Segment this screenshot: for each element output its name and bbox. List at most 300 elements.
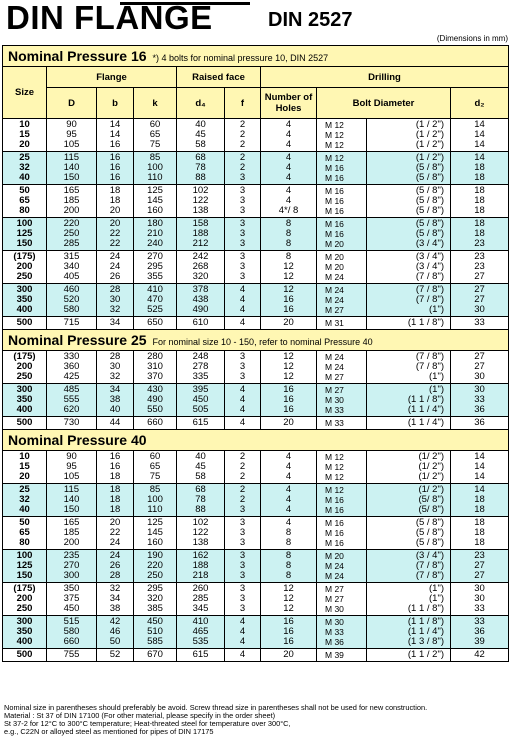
table-cell <box>3 583 47 616</box>
cell-value: 620 <box>63 404 80 415</box>
cell-value: 125 <box>16 560 33 571</box>
cell-value: (5 / 8") <box>415 205 444 216</box>
cell-value: 8 <box>285 527 292 538</box>
cell-value: 14 <box>474 461 485 472</box>
table-cell <box>134 550 177 583</box>
table-cell <box>47 351 97 384</box>
cell-value: M 16 <box>325 229 344 239</box>
section-title: Nominal Pressure 25 <box>8 332 147 348</box>
cell-value: 24 <box>109 537 121 548</box>
cell-value: 660 <box>63 636 80 647</box>
table-cell <box>177 152 225 185</box>
cell-value: 18 <box>474 205 485 216</box>
cell-value: 150 <box>63 504 80 515</box>
cell-value: M 12 <box>325 472 344 482</box>
table-cell <box>317 616 367 649</box>
table-cell <box>451 152 509 185</box>
cell-value: 16 <box>283 626 294 637</box>
title-bar <box>0 0 514 46</box>
cell-value: M 27 <box>325 372 344 382</box>
cell-value: 140 <box>63 494 80 505</box>
table-cell <box>177 583 225 616</box>
flange-table <box>2 45 509 662</box>
cell-value: M 12 <box>325 462 344 472</box>
table-cell <box>47 517 97 550</box>
cell-value: (5 / 8") <box>415 185 444 196</box>
cell-value: (3 / 4") <box>415 238 444 249</box>
cell-value: (175) <box>13 351 36 362</box>
table-cell <box>367 317 451 330</box>
cell-value: 3 <box>239 261 246 272</box>
table-cell <box>134 351 177 384</box>
cell-value: 190 <box>147 550 163 561</box>
table-cell <box>451 583 509 616</box>
cell-value: 75 <box>149 139 161 150</box>
cell-value: 8 <box>285 238 292 249</box>
cell-value: 14 <box>474 119 485 130</box>
row-group <box>3 550 509 583</box>
col-bolt-header: Bolt Diameter <box>317 88 451 119</box>
cell-value: 360 <box>63 361 80 372</box>
cell-value: 250 <box>16 271 33 282</box>
cell-value: 188 <box>192 228 209 239</box>
cell-value: 52 <box>109 649 121 660</box>
cell-value: 515 <box>63 616 80 627</box>
cell-value: 410 <box>147 284 163 295</box>
cell-value: 40 <box>195 451 206 462</box>
cell-value: 30 <box>109 361 121 372</box>
cell-value: (1 / 2") <box>415 152 444 163</box>
row-group <box>3 351 509 384</box>
cell-value: 50 <box>109 636 121 647</box>
cell-value: 410 <box>192 616 209 627</box>
cell-value: 3 <box>239 351 246 362</box>
cell-value: 34 <box>109 384 121 395</box>
table-cell <box>225 417 261 430</box>
cell-value: M 16 <box>325 196 344 206</box>
table-cell <box>177 451 225 484</box>
cell-value: M 16 <box>325 538 344 548</box>
cell-value: 36 <box>474 626 485 637</box>
cell-value: 335 <box>192 371 209 382</box>
table-cell <box>97 517 134 550</box>
cell-value: 4 <box>285 451 292 462</box>
cell-value: 500 <box>16 417 33 428</box>
row-group <box>3 583 509 616</box>
cell-value: 14 <box>474 451 485 462</box>
row-group <box>3 185 509 218</box>
cell-value: 100 <box>147 494 163 505</box>
section-header-row <box>3 46 509 67</box>
cell-value: 3 <box>239 550 246 561</box>
table-cell <box>261 484 317 517</box>
table-cell <box>97 152 134 185</box>
table-cell <box>47 218 97 251</box>
cell-value: 58 <box>195 471 206 482</box>
cell-value: 250 <box>16 603 33 614</box>
cell-value: 105 <box>63 139 80 150</box>
table-cell <box>367 517 451 550</box>
table-cell <box>177 550 225 583</box>
cell-value: 88 <box>195 504 206 515</box>
table-cell <box>367 484 451 517</box>
table-cell <box>451 251 509 284</box>
cell-value: M 20 <box>325 239 344 249</box>
cell-value: 40 <box>19 172 30 183</box>
cell-value: 16 <box>109 139 121 150</box>
cell-value: 68 <box>195 484 206 495</box>
table-cell <box>3 251 47 284</box>
table-cell <box>3 517 47 550</box>
table-cell <box>47 384 97 417</box>
table-cell <box>134 417 177 430</box>
cell-value: 4 <box>239 294 246 305</box>
cell-value: 16 <box>109 172 121 183</box>
table-cell <box>367 451 451 484</box>
cell-value: 90 <box>66 451 77 462</box>
table-cell <box>134 616 177 649</box>
cell-value: 3 <box>239 560 246 571</box>
cell-value: 4 <box>285 517 292 528</box>
cell-value: (1 1 / 8") <box>407 616 444 627</box>
cell-value: 25 <box>19 484 30 495</box>
cell-value: 12 <box>283 371 294 382</box>
section-header-row <box>3 430 509 451</box>
cell-value: 27 <box>474 570 485 581</box>
cell-value: M 20 <box>325 262 344 272</box>
cell-value: 90 <box>66 119 77 130</box>
cell-value: 145 <box>147 527 163 538</box>
table-cell <box>47 119 97 152</box>
cell-value: 16 <box>283 616 294 627</box>
footnote-line: St 37-2 for 12°C to 300°C temperature; Heat-threated steel for temperature over 300°C, <box>4 719 291 728</box>
cell-value: 395 <box>192 384 209 395</box>
cell-value: 555 <box>63 394 80 405</box>
table-cell <box>134 384 177 417</box>
cell-value: 20 <box>283 649 294 660</box>
cell-value: 350 <box>16 394 33 405</box>
table-cell <box>367 583 451 616</box>
cell-value: 18 <box>474 195 485 206</box>
table-cell <box>367 218 451 251</box>
cell-value: (1 1 / 8") <box>407 394 444 405</box>
row-group <box>3 649 509 662</box>
cell-value: (7 / 8") <box>415 351 444 362</box>
cell-value: (3 / 4") <box>415 261 444 272</box>
cell-value: 4 <box>239 649 246 660</box>
cell-value: 4 <box>239 636 246 647</box>
cell-value: 30 <box>474 371 485 382</box>
cell-value: 125 <box>16 228 33 239</box>
cell-value: (7 / 8") <box>415 284 444 295</box>
table-cell <box>451 384 509 417</box>
table-cell <box>367 119 451 152</box>
cell-value: 14 <box>474 484 485 495</box>
cell-value: 16 <box>283 636 294 647</box>
cell-value: (7 / 8") <box>415 560 444 571</box>
col-raised-face-header: Raised face <box>177 67 261 88</box>
cell-value: M 16 <box>325 173 344 183</box>
cell-value: 3 <box>239 238 246 249</box>
table-cell <box>225 451 261 484</box>
cell-value: 125 <box>147 517 163 528</box>
cell-value: 4 <box>285 461 292 472</box>
cell-value: (7 / 8") <box>415 361 444 372</box>
cell-value: 20 <box>109 218 121 229</box>
col-b-header: b <box>97 88 134 119</box>
cell-value: M 12 <box>325 120 344 130</box>
cell-value: 80 <box>19 205 30 216</box>
cell-value: 12 <box>283 583 294 594</box>
table-cell <box>317 152 367 185</box>
cell-value: 242 <box>192 251 209 262</box>
cell-value: 345 <box>192 603 209 614</box>
cell-value: 28 <box>109 284 121 295</box>
cell-value: 145 <box>147 195 163 206</box>
cell-value: 3 <box>239 218 246 229</box>
table-cell <box>261 649 317 662</box>
cell-value: 12 <box>283 351 294 362</box>
cell-value: 28 <box>109 351 121 362</box>
cell-value: 450 <box>63 603 80 614</box>
table-cell <box>261 284 317 317</box>
cell-value: 4 <box>239 304 246 315</box>
cell-value: 16 <box>109 152 121 163</box>
table-cell <box>47 616 97 649</box>
cell-value: 27 <box>474 560 485 571</box>
cell-value: 2 <box>239 471 246 482</box>
cell-value: 45 <box>195 129 206 140</box>
cell-value: (1") <box>429 304 444 315</box>
cell-value: 240 <box>147 238 163 249</box>
section-title: Nominal Pressure 40 <box>8 432 147 448</box>
cell-value: (5/ 8") <box>418 494 444 505</box>
table-cell <box>3 119 47 152</box>
table-cell <box>367 384 451 417</box>
cell-value: 102 <box>192 185 209 196</box>
cell-value: 285 <box>63 238 80 249</box>
cell-value: 26 <box>109 271 121 282</box>
cell-value: 385 <box>147 603 163 614</box>
cell-value: 16 <box>283 404 294 415</box>
cell-value: 4 <box>239 317 246 328</box>
table-cell <box>134 517 177 550</box>
cell-value: (5 / 8") <box>415 517 444 528</box>
cell-value: 50 <box>19 185 30 196</box>
cell-value: 2 <box>239 484 246 495</box>
cell-value: 610 <box>192 317 209 328</box>
cell-value: 525 <box>147 304 163 315</box>
cell-value: 46 <box>109 626 121 637</box>
cell-value: 16 <box>283 294 294 305</box>
cell-value: (7 / 8") <box>415 271 444 282</box>
row-group <box>3 384 509 417</box>
cell-value: M 31 <box>325 318 344 328</box>
cell-value: 18 <box>109 185 121 196</box>
cell-value: 78 <box>195 494 206 505</box>
cell-value: M 16 <box>325 163 344 173</box>
table-cell <box>177 251 225 284</box>
cell-value: 300 <box>16 284 33 295</box>
cell-value: 18 <box>474 162 485 173</box>
table-cell <box>47 317 97 330</box>
table-cell <box>97 417 134 430</box>
table-cell <box>3 152 47 185</box>
table-cell <box>317 484 367 517</box>
cell-value: 200 <box>63 205 80 216</box>
cell-value: 15 <box>19 461 30 472</box>
cell-value: 340 <box>63 261 80 272</box>
cell-value: 8 <box>285 560 292 571</box>
cell-value: M 24 <box>325 295 344 305</box>
table-cell <box>177 417 225 430</box>
cell-value: 78 <box>195 162 206 173</box>
dimensions-note: (Dimensions in mm) <box>436 34 508 43</box>
cell-value: 115 <box>63 484 80 495</box>
cell-value: 105 <box>63 471 80 482</box>
cell-value: 355 <box>147 271 163 282</box>
cell-value: 320 <box>192 271 209 282</box>
cell-value: 28 <box>109 570 121 581</box>
cell-value: 400 <box>16 636 33 647</box>
table-cell <box>225 185 261 218</box>
cell-value: 27 <box>474 294 485 305</box>
cell-value: 140 <box>63 162 80 173</box>
cell-value: 32 <box>109 583 121 594</box>
cell-value: 27 <box>474 361 485 372</box>
cell-value: 58 <box>195 139 206 150</box>
table-cell <box>225 251 261 284</box>
cell-value: 405 <box>63 271 80 282</box>
cell-value: 330 <box>63 351 80 362</box>
table-cell <box>134 451 177 484</box>
cell-value: 18 <box>474 172 485 183</box>
cell-value: 4 <box>285 195 292 206</box>
cell-value: 3 <box>239 537 246 548</box>
cell-value: (1 3 / 8") <box>407 636 444 647</box>
table-cell <box>97 218 134 251</box>
page-subtitle: DIN 2527 <box>268 9 353 31</box>
table-cell <box>177 218 225 251</box>
table-cell <box>451 484 509 517</box>
cell-value: 138 <box>192 537 209 548</box>
cell-value: 268 <box>192 261 209 272</box>
cell-value: 430 <box>147 384 163 395</box>
table-cell <box>47 284 97 317</box>
cell-value: 465 <box>192 626 209 637</box>
cell-value: 2 <box>239 152 246 163</box>
cell-value: 8 <box>285 537 292 548</box>
cell-value: 16 <box>283 394 294 405</box>
cell-value: 295 <box>147 583 163 594</box>
cell-value: 18 <box>109 484 121 495</box>
cell-value: 39 <box>474 636 485 647</box>
cell-value: 4 <box>285 172 292 183</box>
cell-value: 200 <box>16 593 33 604</box>
cell-value: 4 <box>239 626 246 637</box>
cell-value: 8 <box>285 228 292 239</box>
cell-value: M 24 <box>325 362 344 372</box>
cell-value: 75 <box>149 471 161 482</box>
cell-value: 3 <box>239 583 246 594</box>
table-cell <box>317 417 367 430</box>
cell-value: 4 <box>239 616 246 627</box>
cell-value: 2 <box>239 494 246 505</box>
cell-value: 23 <box>474 251 485 262</box>
cell-value: M 30 <box>325 395 344 405</box>
cell-value: 12 <box>283 271 294 282</box>
cell-value: 400 <box>16 304 33 315</box>
cell-value: 14 <box>474 139 485 150</box>
cell-value: 580 <box>63 304 80 315</box>
cell-value: 500 <box>16 649 33 660</box>
table-cell <box>177 119 225 152</box>
cell-value: 285 <box>192 593 209 604</box>
table-cell <box>367 152 451 185</box>
cell-value: (1 1 / 4") <box>407 626 444 637</box>
col-d4-header: d₄ <box>177 88 225 119</box>
cell-value: 160 <box>147 205 163 216</box>
table-cell <box>261 417 317 430</box>
cell-value: 27 <box>474 284 485 295</box>
cell-value: 650 <box>147 317 163 328</box>
cell-value: (7 / 8") <box>415 294 444 305</box>
cell-value: M 27 <box>325 584 344 594</box>
cell-value: M 12 <box>325 140 344 150</box>
col-d2-header: d₂ <box>451 88 509 119</box>
cell-value: 220 <box>147 560 163 571</box>
page-title: DIN FLANGE <box>6 0 213 36</box>
section-header-row <box>3 330 509 351</box>
row-group <box>3 517 509 550</box>
cell-value: (1") <box>429 583 444 594</box>
table-cell <box>317 251 367 284</box>
cell-value: 4 <box>285 484 292 495</box>
table-cell <box>3 550 47 583</box>
table-cell <box>261 517 317 550</box>
table-cell <box>451 317 509 330</box>
table-cell <box>177 284 225 317</box>
table-cell <box>261 351 317 384</box>
row-group <box>3 317 509 330</box>
cell-value: 20 <box>109 517 121 528</box>
table-cell <box>225 517 261 550</box>
table-cell <box>3 218 47 251</box>
cell-value: 18 <box>474 185 485 196</box>
table-cell <box>367 351 451 384</box>
table-cell <box>367 417 451 430</box>
cell-value: 4 <box>239 284 246 295</box>
cell-value: 615 <box>192 649 209 660</box>
cell-value: (3 / 4") <box>415 550 444 561</box>
table-cell <box>451 218 509 251</box>
cell-value: (1/ 2") <box>418 461 444 472</box>
cell-value: 160 <box>147 537 163 548</box>
cell-value: 315 <box>63 251 80 262</box>
cell-value: 65 <box>19 195 30 206</box>
cell-value: M 12 <box>325 452 344 462</box>
cell-value: M 16 <box>325 186 344 196</box>
table-cell <box>317 351 367 384</box>
cell-value: 65 <box>19 527 30 538</box>
cell-value: 4 <box>285 139 292 150</box>
cell-value: (1 1 / 8") <box>407 317 444 328</box>
table-cell <box>451 649 509 662</box>
table-cell <box>451 284 509 317</box>
cell-value: 8 <box>285 251 292 262</box>
table-cell <box>261 251 317 284</box>
row-group <box>3 417 509 430</box>
